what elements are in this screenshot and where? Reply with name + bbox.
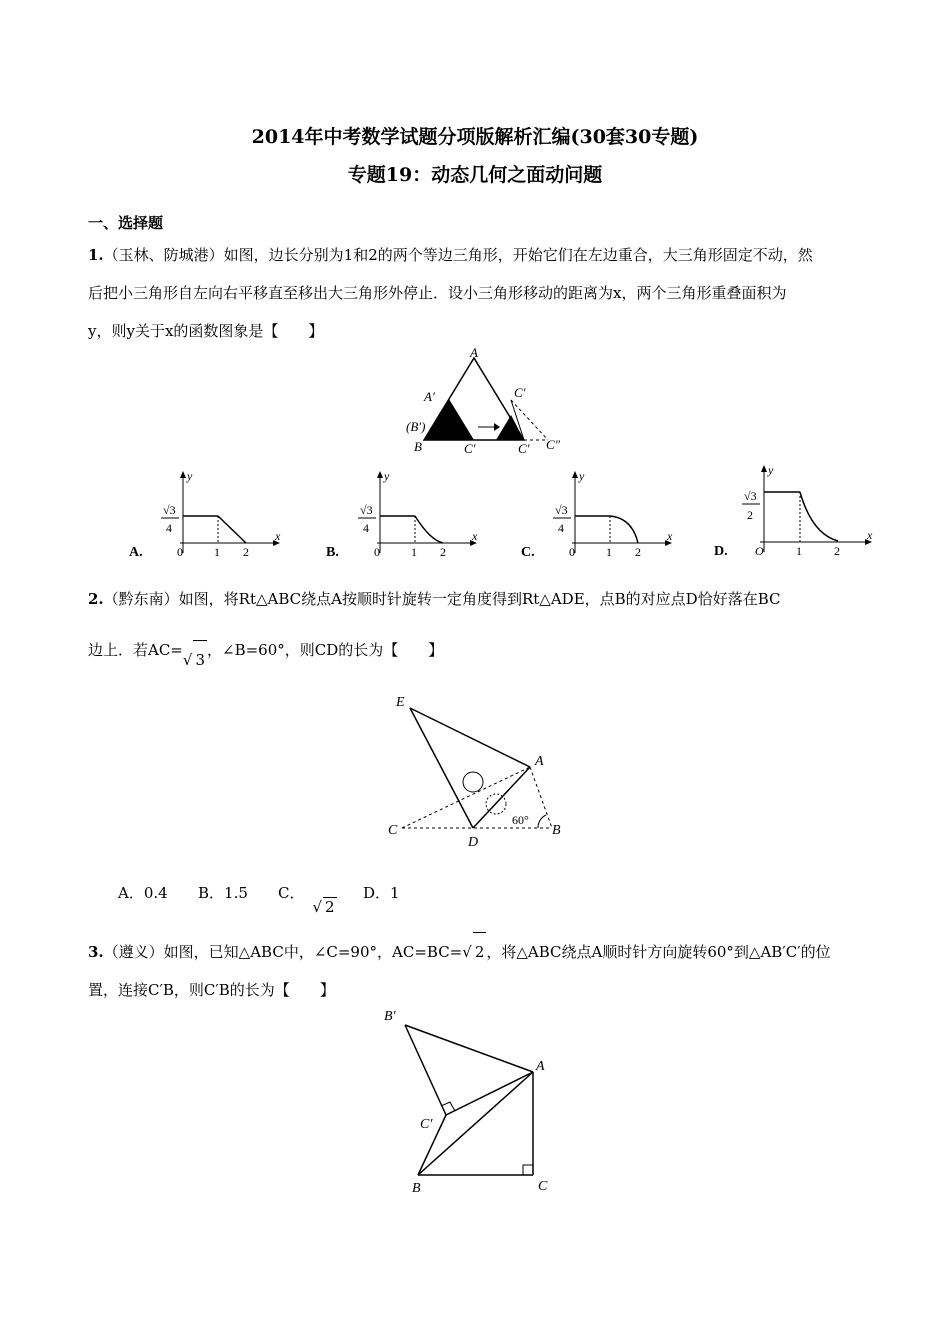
svg-text:O: O	[755, 544, 764, 558]
svg-text:√3: √3	[360, 503, 373, 517]
svg-text:C.: C.	[521, 545, 535, 560]
svg-text:√3: √3	[555, 503, 568, 517]
question-text: 边上．若AC=	[88, 641, 183, 659]
svg-text:y: y	[768, 463, 774, 477]
question-1	[88, 236, 868, 350]
svg-text:1: 1	[796, 544, 802, 558]
question-text: y，则y关于x的函数图象是【 】	[88, 322, 324, 340]
q2-option-d[interactable]: D．1	[363, 884, 400, 902]
q1-option-c-graph[interactable]	[517, 468, 677, 563]
svg-text:2: 2	[635, 545, 641, 559]
svg-text:B′: B′	[384, 1009, 396, 1024]
q2-triangle-figure	[380, 690, 580, 850]
q3-triangle-figure	[380, 1000, 570, 1200]
svg-text:C: C	[538, 1179, 548, 1194]
question-text: 后把小三角形自左向右平移直至移出大三角形外停止．设小三角形移动的距离为x，两个三角形重叠面积为	[88, 284, 787, 302]
section-heading: 一、选择题	[88, 214, 164, 232]
svg-text:2: 2	[834, 544, 840, 558]
question-2	[88, 580, 868, 669]
q2-option-c[interactable]: C．√ 2	[278, 884, 335, 916]
svg-text:4: 4	[363, 521, 369, 535]
svg-text:A: A	[536, 1059, 545, 1074]
svg-text:B: B	[552, 823, 561, 838]
question-text: 置，连接C′B，则C′B的长为【 】	[88, 981, 335, 999]
svg-text:y: y	[384, 469, 390, 483]
svg-text:A.: A.	[129, 545, 143, 560]
svg-text:D: D	[468, 835, 479, 850]
question-number: 1.	[88, 246, 104, 264]
svg-text:2: 2	[747, 508, 753, 522]
svg-text:C′: C′	[514, 385, 526, 400]
svg-text:D.: D.	[714, 544, 728, 559]
svg-text:√3: √3	[744, 489, 757, 503]
question-number: 2.	[88, 590, 104, 608]
document-subtitle: 专题19：动态几何之面动问题	[347, 164, 603, 186]
svg-text:√3: √3	[163, 503, 176, 517]
svg-text:A: A	[535, 754, 544, 769]
svg-text:C: C	[388, 823, 398, 838]
svg-text:x: x	[867, 528, 873, 542]
svg-text:E: E	[396, 695, 405, 710]
svg-text:y: y	[579, 469, 585, 483]
svg-text:(B′): (B′)	[406, 419, 426, 434]
svg-text:C′: C′	[420, 1117, 433, 1132]
svg-text:1: 1	[606, 545, 612, 559]
svg-text:B: B	[414, 439, 422, 454]
svg-text:C′: C′	[518, 441, 530, 456]
svg-text:0: 0	[569, 545, 575, 559]
svg-text:C″: C″	[546, 437, 561, 452]
sqrt-expression: √ 2	[462, 932, 486, 971]
svg-text:1: 1	[214, 545, 220, 559]
question-text: ，∠B=60°，则CD的长为【 】	[207, 641, 444, 659]
svg-text:4: 4	[166, 521, 172, 535]
svg-text:1: 1	[411, 545, 417, 559]
q1-option-b-graph[interactable]	[322, 468, 482, 563]
question-3	[88, 932, 868, 1009]
q1-option-a-graph[interactable]	[125, 468, 285, 563]
svg-text:60°: 60°	[512, 813, 529, 827]
svg-text:0: 0	[177, 545, 183, 559]
q2-option-b[interactable]: B．1.5	[198, 884, 248, 902]
svg-text:B: B	[412, 1181, 421, 1196]
question-text: ，将△ABC绕点A顺时针方向旋转60°到△AB′C′的位	[486, 943, 831, 961]
question-number: 3.	[88, 943, 104, 961]
q2-option-a[interactable]: A．0.4	[118, 884, 168, 902]
svg-text:0: 0	[374, 545, 380, 559]
svg-text:x: x	[667, 529, 673, 543]
svg-text:2: 2	[440, 545, 446, 559]
question-text: （遵义）如图，已知△ABC中，∠C=90°，AC=BC=	[103, 943, 463, 961]
question-text: （玉林、防城港）如图，边长分别为1和2的两个等边三角形，开始它们在左边重合，大三角形固定不动，然	[103, 246, 813, 264]
svg-text:x: x	[275, 529, 281, 543]
q1-option-d-graph[interactable]	[712, 462, 882, 562]
svg-text:y: y	[187, 469, 193, 483]
svg-text:4: 4	[558, 521, 564, 535]
svg-text:2: 2	[243, 545, 249, 559]
q1-triangle-figure	[400, 345, 575, 460]
sqrt-expression: √ 3	[183, 640, 207, 679]
svg-text:A: A	[470, 345, 478, 360]
document-title: 2014年中考数学试题分项版解析汇编(30套30专题)	[251, 126, 699, 148]
svg-text:B.: B.	[326, 545, 339, 560]
svg-text:x: x	[472, 529, 478, 543]
question-text: （黔东南）如图，将Rt△ABC绕点A按顺时针旋转一定角度得到Rt△ADE，点B的对应点D恰好落在BC	[103, 590, 781, 608]
svg-text:A′: A′	[424, 389, 435, 404]
svg-text:C′: C′	[464, 441, 476, 456]
